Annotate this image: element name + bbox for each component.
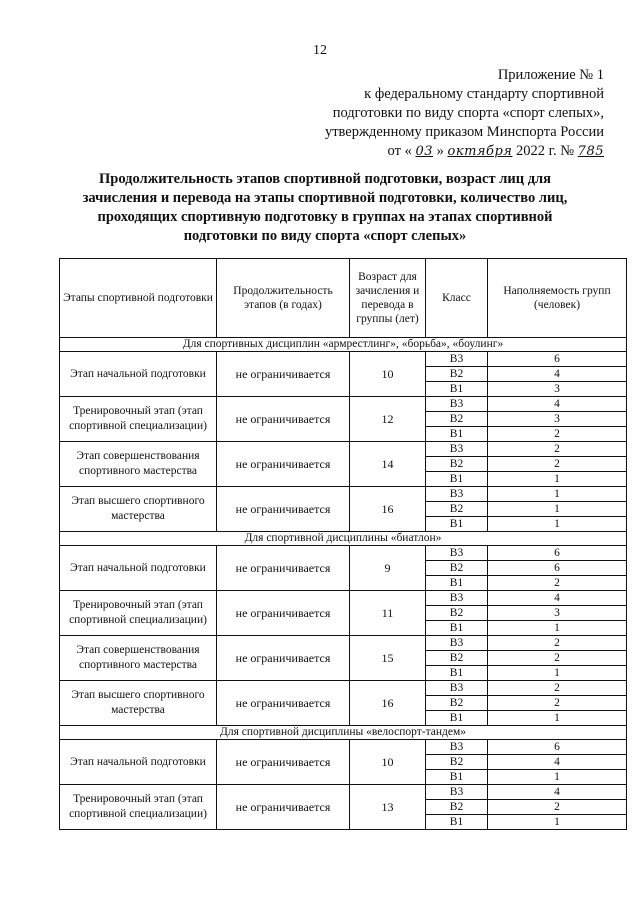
date-month: октября (447, 144, 513, 159)
table-row (60, 785, 627, 800)
appendix-date-line (304, 142, 604, 161)
table-row (60, 740, 627, 755)
class-cell: B1 (426, 621, 488, 636)
class-cell: B1 (426, 472, 488, 487)
capacity-cell: 6 (488, 546, 627, 561)
appendix-line: к федеральному стандарту спортивной (364, 86, 604, 102)
capacity-cell: 2 (488, 427, 627, 442)
table-body (60, 338, 627, 830)
class-cell: B3 (426, 591, 488, 606)
stage-name: Тренировочный этап (этап спортивной специализации) (60, 397, 217, 442)
capacity-cell: 1 (488, 666, 627, 681)
stage-name: Этап высшего спортивного мастерства (60, 487, 217, 532)
class-cell: B3 (426, 442, 488, 457)
header-class: Класс (426, 259, 488, 338)
capacity-cell: 3 (488, 606, 627, 621)
date-prefix: от « (387, 143, 412, 159)
section-row (60, 532, 627, 546)
section-title: Для спортивной дисциплины «велоспорт-тандем» (60, 726, 627, 740)
table-row (60, 442, 627, 457)
stage-name: Этап совершенствования спортивного мастерства (60, 442, 217, 487)
stages-table (59, 258, 627, 830)
class-cell: B1 (426, 517, 488, 532)
capacity-cell: 3 (488, 412, 627, 427)
capacity-cell: 1 (488, 815, 627, 830)
capacity-cell: 1 (488, 621, 627, 636)
capacity-cell: 6 (488, 740, 627, 755)
class-cell: B1 (426, 427, 488, 442)
capacity-cell: 2 (488, 636, 627, 651)
header-duration: Продолжительность этапов (в годах) (217, 259, 350, 338)
table-header-row (60, 259, 627, 338)
class-cell: B2 (426, 755, 488, 770)
stage-age: 14 (350, 442, 426, 487)
class-cell: B2 (426, 457, 488, 472)
class-cell: B2 (426, 561, 488, 576)
stage-age: 16 (350, 681, 426, 726)
table-row (60, 681, 627, 696)
stage-duration: не ограничивается (217, 442, 350, 487)
appendix-line: утвержденному приказом Минспорта России (324, 124, 604, 140)
page-number: 12 (313, 43, 327, 58)
header-stage: Этапы спортивной подготовки (60, 259, 217, 338)
stage-age: 16 (350, 487, 426, 532)
stage-age: 10 (350, 352, 426, 397)
capacity-cell: 2 (488, 800, 627, 815)
capacity-cell: 1 (488, 770, 627, 785)
stage-name: Этап высшего спортивного мастерства (60, 681, 217, 726)
stage-age: 9 (350, 546, 426, 591)
class-cell: B1 (426, 770, 488, 785)
capacity-cell: 6 (488, 352, 627, 367)
capacity-cell: 1 (488, 487, 627, 502)
class-cell: B3 (426, 546, 488, 561)
capacity-cell: 4 (488, 785, 627, 800)
date-year: 2022 г. № (516, 143, 575, 159)
class-cell: B1 (426, 576, 488, 591)
capacity-cell: 4 (488, 755, 627, 770)
stage-name: Тренировочный этап (этап спортивной специализации) (60, 785, 217, 830)
class-cell: B2 (426, 502, 488, 517)
stage-age: 15 (350, 636, 426, 681)
class-cell: B2 (426, 651, 488, 666)
class-cell: B3 (426, 681, 488, 696)
capacity-cell: 4 (488, 397, 627, 412)
class-cell: B2 (426, 696, 488, 711)
table-row (60, 546, 627, 561)
table-row (60, 397, 627, 412)
header-capacity: Наполняемость групп (человек) (488, 259, 627, 338)
header-age: Возраст для зачисления и перевода в группы (лет) (350, 259, 426, 338)
capacity-cell: 3 (488, 382, 627, 397)
stage-duration: не ограничивается (217, 397, 350, 442)
section-row (60, 338, 627, 352)
class-cell: B2 (426, 800, 488, 815)
stage-duration: не ограничивается (217, 785, 350, 830)
appendix-line: подготовки по виду спорта «спорт слепых», (332, 105, 604, 121)
stage-name: Тренировочный этап (этап спортивной специализации) (60, 591, 217, 636)
table-row (60, 352, 627, 367)
stage-name: Этап начальной подготовки (60, 740, 217, 785)
stage-name: Этап начальной подготовки (60, 352, 217, 397)
capacity-cell: 2 (488, 696, 627, 711)
stage-age: 13 (350, 785, 426, 830)
stage-age: 10 (350, 740, 426, 785)
capacity-cell: 6 (488, 561, 627, 576)
class-cell: B1 (426, 666, 488, 681)
stage-duration: не ограничивается (217, 487, 350, 532)
stage-duration: не ограничивается (217, 636, 350, 681)
table-row (60, 487, 627, 502)
stage-duration: не ограничивается (217, 352, 350, 397)
appendix-block (304, 66, 604, 161)
capacity-cell: 2 (488, 681, 627, 696)
capacity-cell: 4 (488, 591, 627, 606)
capacity-cell: 1 (488, 472, 627, 487)
stage-duration: не ограничивается (217, 591, 350, 636)
class-cell: B3 (426, 740, 488, 755)
stage-age: 11 (350, 591, 426, 636)
class-cell: B3 (426, 487, 488, 502)
capacity-cell: 2 (488, 576, 627, 591)
capacity-cell: 1 (488, 711, 627, 726)
class-cell: B3 (426, 352, 488, 367)
date-mid: » (436, 143, 444, 159)
capacity-cell: 1 (488, 502, 627, 517)
class-cell: B3 (426, 636, 488, 651)
class-cell: B2 (426, 412, 488, 427)
appendix-line: Приложение № 1 (497, 67, 604, 83)
section-title: Для спортивной дисциплины «биатлон» (60, 532, 627, 546)
section-row (60, 726, 627, 740)
section-title: Для спортивных дисциплин «армрестлинг», «борьба», «боулинг» (60, 338, 627, 352)
capacity-cell: 1 (488, 517, 627, 532)
class-cell: B1 (426, 815, 488, 830)
table-row (60, 591, 627, 606)
capacity-cell: 2 (488, 651, 627, 666)
stage-duration: не ограничивается (217, 681, 350, 726)
date-day: 03 (415, 144, 433, 159)
class-cell: B3 (426, 785, 488, 800)
capacity-cell: 2 (488, 457, 627, 472)
order-number: 785 (577, 144, 604, 159)
stage-age: 12 (350, 397, 426, 442)
stage-name: Этап совершенствования спортивного мастерства (60, 636, 217, 681)
class-cell: B2 (426, 367, 488, 382)
class-cell: B1 (426, 382, 488, 397)
class-cell: B3 (426, 397, 488, 412)
capacity-cell: 4 (488, 367, 627, 382)
stage-name: Этап начальной подготовки (60, 546, 217, 591)
capacity-cell: 2 (488, 442, 627, 457)
stage-duration: не ограничивается (217, 740, 350, 785)
table-row (60, 636, 627, 651)
class-cell: B1 (426, 711, 488, 726)
class-cell: B2 (426, 606, 488, 621)
stage-duration: не ограничивается (217, 546, 350, 591)
document-title: Продолжительность этапов спортивной подготовки, возраст лиц для зачисления и перевода на этапы спортивной подготовки, количество лиц, проходящих спортивную подготовку в группах на этапах спортивной подготовки по виду спорта «спорт слепых» (82, 171, 568, 244)
